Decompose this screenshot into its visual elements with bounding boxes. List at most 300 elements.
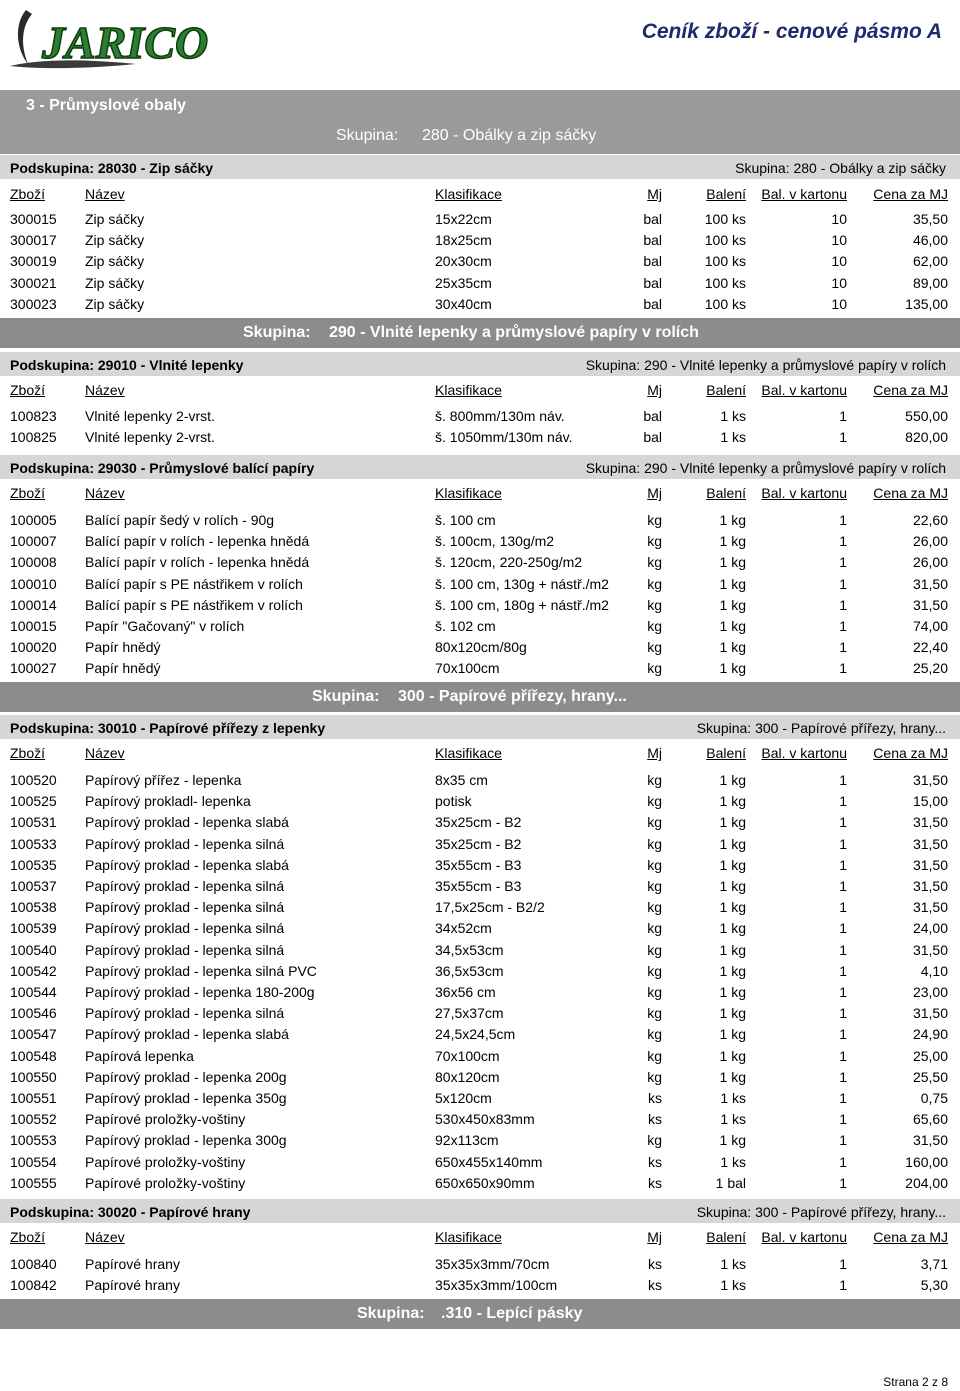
cell-zbozi: 100005	[10, 512, 57, 528]
table-row	[0, 637, 960, 658]
cell-klasifikace: 650x455x140mm	[435, 1153, 543, 1170]
cell-baleni: 1 ks	[720, 408, 746, 424]
table-row	[0, 595, 960, 616]
cell-zbozi: 100825	[10, 429, 57, 446]
cell-klasifikace: 70x100cm	[435, 660, 500, 677]
skupina-bar	[0, 318, 960, 348]
col-bal-kartonu: Bal. v kartonu	[761, 186, 847, 202]
cell-baleni: 1 kg	[719, 962, 746, 979]
cell-nazev: Papírový proklad - lepenka silná	[85, 1005, 285, 1022]
subgroup-bar	[0, 352, 960, 376]
col-klasifikace: Klasifikace	[435, 1229, 502, 1245]
cell-bal-kartonu: 1	[839, 1026, 847, 1043]
cell-baleni: 1 kg	[719, 1005, 746, 1022]
table-row	[0, 1046, 960, 1067]
cell-bal-kartonu: 10	[831, 232, 847, 249]
cell-cena: 89,00	[912, 274, 948, 291]
table-row	[0, 770, 960, 791]
subgroup-skupina: Skupina: 290 - Vlnité lepenky a průmyslové papíry v rolích	[585, 460, 946, 476]
cell-cena: 4,10	[920, 962, 948, 979]
cell-bal-kartonu: 1	[839, 984, 847, 1000]
cell-klasifikace: 34x52cm	[435, 920, 492, 937]
cell-mj: ks	[648, 1153, 662, 1170]
subgroup-skupina: Skupina: 280 - Obálky a zip sáčky	[735, 160, 946, 176]
cell-nazev: Papírové proložky-voštiny	[85, 1174, 246, 1191]
cell-nazev: Papírový prokladl- lepenka	[85, 793, 251, 810]
table-row	[0, 1109, 960, 1130]
cell-mj: kg	[647, 575, 662, 592]
col-klasifikace: Klasifikace	[435, 745, 502, 761]
cell-klasifikace: 34,5x53cm	[435, 941, 504, 958]
cell-baleni: 1 ks	[720, 1256, 746, 1272]
table-row	[0, 855, 960, 876]
subgroup-bar	[0, 155, 960, 179]
cell-zbozi: 100542	[10, 962, 57, 979]
cell-zbozi: 100520	[10, 772, 57, 788]
cell-mj: kg	[647, 1132, 662, 1149]
cell-cena: 25,50	[912, 1068, 948, 1085]
cell-bal-kartonu: 1	[839, 1111, 847, 1128]
cell-baleni: 100 ks	[704, 295, 746, 312]
col-baleni: Balení	[706, 485, 746, 501]
cell-mj: bal	[643, 253, 662, 270]
cell-klasifikace: š. 800mm/130m náv.	[435, 408, 565, 424]
col-cena: Cena za MJ	[873, 382, 948, 398]
cell-bal-kartonu: 10	[831, 295, 847, 312]
cell-baleni: 1 kg	[719, 554, 746, 571]
cell-zbozi: 100531	[10, 814, 57, 831]
col-zbozi: Zboží	[10, 1229, 46, 1245]
cell-baleni: 100 ks	[704, 232, 746, 249]
cell-nazev: Papírový proklad - lepenka 200g	[85, 1068, 287, 1085]
cell-klasifikace: 30x40cm	[435, 295, 492, 312]
cell-bal-kartonu: 1	[839, 878, 847, 894]
table-row	[0, 1088, 960, 1109]
cell-cena: 35,50	[912, 211, 948, 227]
cell-bal-kartonu: 1	[839, 793, 847, 810]
cell-cena: 24,90	[912, 1026, 948, 1043]
col-baleni: Balení	[706, 186, 746, 202]
col-mj: Mj	[647, 1229, 662, 1245]
cell-zbozi: 100027	[10, 660, 57, 677]
cell-klasifikace: 35x35x3mm/70cm	[435, 1256, 550, 1272]
cell-klasifikace: 27,5x37cm	[435, 1005, 504, 1022]
table-row	[0, 876, 960, 897]
cell-baleni: 1 kg	[719, 1068, 746, 1085]
cell-klasifikace: 92x113cm	[435, 1132, 499, 1149]
cell-mj: kg	[647, 554, 662, 571]
cell-nazev: Balící papír šedý v rolích - 90g	[85, 512, 275, 528]
cell-nazev: Papírový přířez - lepenka	[85, 772, 242, 788]
cell-bal-kartonu: 1	[839, 1132, 847, 1149]
cell-klasifikace: š. 100cm, 130g/m2	[435, 533, 555, 550]
col-nazev: Název	[85, 745, 125, 761]
cell-nazev: Papírové hrany	[85, 1256, 180, 1272]
col-mj: Mj	[647, 382, 662, 398]
cell-nazev: Papírový proklad - lepenka slabá	[85, 856, 289, 873]
cell-klasifikace: 5x120cm	[435, 1090, 492, 1106]
cell-baleni: 1 ks	[720, 1111, 746, 1128]
cell-nazev: Papírové proložky-voštiny	[85, 1153, 246, 1170]
cell-zbozi: 300017	[10, 232, 57, 249]
cell-bal-kartonu: 1	[839, 512, 847, 528]
cell-klasifikace: 35x35x3mm/100cm	[435, 1277, 558, 1294]
cell-zbozi: 100840	[10, 1256, 57, 1272]
cell-cena: 3,71	[920, 1256, 948, 1272]
skupina-title: 300 - Papírové přířezy, hrany...	[398, 688, 627, 705]
cell-bal-kartonu: 1	[839, 814, 847, 831]
table-row	[0, 982, 960, 1003]
cell-baleni: 1 kg	[719, 575, 746, 592]
cell-nazev: Zip sáčky	[85, 274, 145, 291]
subgroup-bar	[0, 715, 960, 739]
skupina-label: Skupina:	[243, 324, 311, 341]
cell-klasifikace: 80x120cm/80g	[435, 639, 527, 656]
cell-klasifikace: 650x650x90mm	[435, 1174, 535, 1191]
cell-bal-kartonu: 1	[839, 1047, 847, 1064]
cell-bal-kartonu: 1	[839, 618, 847, 634]
cell-baleni: 1 ks	[720, 1277, 746, 1294]
cell-nazev: Papírový proklad - lepenka silná	[85, 835, 285, 852]
column-header-row	[0, 380, 960, 401]
table-row	[0, 574, 960, 595]
cell-mj: kg	[647, 793, 662, 810]
col-bal-kartonu: Bal. v kartonu	[761, 745, 847, 761]
cell-cena: 24,00	[912, 920, 948, 937]
cell-zbozi: 100555	[10, 1174, 57, 1191]
cell-cena: 31,50	[912, 772, 948, 788]
cell-bal-kartonu: 1	[839, 856, 847, 873]
cell-bal-kartonu: 1	[839, 1068, 847, 1085]
col-nazev: Název	[85, 186, 125, 202]
table-row	[0, 961, 960, 982]
cell-mj: kg	[647, 596, 662, 613]
cell-zbozi: 100842	[10, 1277, 57, 1294]
subgroup-title: Podskupina: 29010 - Vlnité lepenky	[10, 357, 244, 373]
table-row	[0, 531, 960, 552]
cell-baleni: 1 kg	[719, 596, 746, 613]
cell-bal-kartonu: 10	[831, 274, 847, 291]
svg-text:JARICO: JARICO	[42, 17, 209, 68]
cell-bal-kartonu: 1	[839, 962, 847, 979]
cell-nazev: Papír hnědý	[85, 660, 161, 677]
cell-klasifikace: 35x55cm - B3	[435, 878, 522, 894]
cell-zbozi: 100008	[10, 554, 57, 571]
cell-baleni: 1 ks	[720, 429, 746, 446]
col-zbozi: Zboží	[10, 382, 46, 398]
cell-cena: 31,50	[912, 878, 948, 894]
cell-klasifikace: 35x25cm - B2	[435, 835, 522, 852]
page-number: Strana 2 z 8	[883, 1375, 948, 1389]
cell-nazev: Balící papír s PE nástřikem v rolích	[85, 596, 303, 613]
cell-zbozi: 300019	[10, 253, 57, 270]
col-klasifikace: Klasifikace	[435, 382, 502, 398]
cell-bal-kartonu: 10	[831, 211, 847, 227]
cell-baleni: 100 ks	[704, 274, 746, 291]
cell-zbozi: 100547	[10, 1026, 57, 1043]
cell-cena: 46,00	[912, 232, 948, 249]
cell-mj: kg	[647, 835, 662, 852]
cell-baleni: 100 ks	[704, 253, 746, 270]
cell-mj: kg	[647, 899, 662, 916]
cell-nazev: Balící papír v rolích - lepenka hnědá	[85, 554, 310, 571]
cell-cena: 31,50	[912, 1005, 948, 1022]
table-row	[0, 209, 960, 230]
cell-cena: 550,00	[905, 408, 948, 424]
cell-cena: 31,50	[912, 835, 948, 852]
cell-bal-kartonu: 1	[839, 1277, 847, 1294]
cell-klasifikace: 20x30cm	[435, 253, 492, 270]
cell-baleni: 1 kg	[719, 1047, 746, 1064]
col-bal-kartonu: Bal. v kartonu	[761, 1229, 847, 1245]
cell-klasifikace: 36x56 cm	[435, 984, 496, 1000]
col-klasifikace: Klasifikace	[435, 186, 502, 202]
cell-baleni: 100 ks	[704, 211, 746, 227]
cell-nazev: Balící papír s PE nástřikem v rolích	[85, 575, 303, 592]
subgroup-title: Podskupina: 30010 - Papírové přířezy z lepenky	[10, 720, 326, 736]
cell-nazev: Zip sáčky	[85, 211, 145, 227]
cell-nazev: Zip sáčky	[85, 232, 145, 249]
cell-mj: kg	[647, 1068, 662, 1085]
col-zbozi: Zboží	[10, 745, 46, 761]
cell-bal-kartonu: 1	[839, 660, 847, 677]
subgroup-title: Podskupina: 30020 - Papírové hrany	[10, 1204, 251, 1220]
cell-nazev: Papírový proklad - lepenka silná	[85, 941, 285, 958]
table-row	[0, 230, 960, 251]
cell-mj: kg	[647, 814, 662, 831]
cell-mj: ks	[648, 1174, 662, 1191]
cell-baleni: 1 kg	[719, 899, 746, 916]
col-baleni: Balení	[706, 745, 746, 761]
cell-nazev: Balící papír v rolích - lepenka hnědá	[85, 533, 310, 550]
table-row	[0, 1173, 960, 1194]
cell-zbozi: 100550	[10, 1068, 57, 1085]
cell-baleni: 1 kg	[719, 772, 746, 788]
category-bar	[0, 90, 960, 154]
cell-baleni: 1 kg	[719, 660, 746, 677]
cell-mj: ks	[648, 1111, 662, 1128]
cell-cena: 26,00	[912, 533, 948, 550]
cell-zbozi: 100553	[10, 1132, 57, 1149]
cell-cena: 22,60	[912, 512, 948, 528]
cell-zbozi: 300021	[10, 274, 57, 291]
cell-nazev: Zip sáčky	[85, 295, 145, 312]
cell-nazev: Papírový proklad - lepenka silná	[85, 920, 285, 937]
subgroup-skupina: Skupina: 300 - Papírové přířezy, hrany...	[696, 1204, 946, 1220]
cell-klasifikace: š. 100 cm, 130g + nástř./m2	[435, 575, 609, 592]
table-row	[0, 273, 960, 294]
cell-baleni: 1 kg	[719, 920, 746, 937]
cell-zbozi: 100525	[10, 793, 57, 810]
subgroup-bar	[0, 1199, 960, 1223]
skupina-title: 280 - Obálky a zip sáčky	[422, 127, 597, 144]
cell-mj: kg	[647, 984, 662, 1000]
cell-mj: ks	[648, 1256, 662, 1272]
cell-zbozi: 100533	[10, 835, 57, 852]
table-row	[0, 1130, 960, 1151]
cell-cena: 62,00	[912, 253, 948, 270]
cell-klasifikace: š. 102 cm	[435, 618, 496, 634]
cell-bal-kartonu: 1	[839, 941, 847, 958]
cell-baleni: 1 kg	[719, 856, 746, 873]
cell-nazev: Papírový proklad - lepenka 350g	[85, 1090, 287, 1106]
cell-bal-kartonu: 1	[839, 596, 847, 613]
cell-bal-kartonu: 1	[839, 408, 847, 424]
cell-cena: 31,50	[912, 596, 948, 613]
cell-zbozi: 100020	[10, 639, 57, 656]
table-row	[0, 251, 960, 272]
col-bal-kartonu: Bal. v kartonu	[761, 382, 847, 398]
cell-zbozi: 100544	[10, 984, 57, 1000]
cell-zbozi: 100546	[10, 1005, 57, 1022]
cell-bal-kartonu: 1	[839, 1005, 847, 1022]
cell-cena: 135,00	[905, 295, 948, 312]
cell-mj: kg	[647, 618, 662, 634]
table-row	[0, 897, 960, 918]
table-row	[0, 940, 960, 961]
cell-bal-kartonu: 1	[839, 835, 847, 852]
table-row	[0, 1275, 960, 1296]
cell-cena: 160,00	[905, 1153, 948, 1170]
cell-cena: 31,50	[912, 856, 948, 873]
cell-baleni: 1 ks	[720, 1153, 746, 1170]
cell-bal-kartonu: 1	[839, 899, 847, 916]
cell-zbozi: 100540	[10, 941, 57, 958]
column-header-row	[0, 483, 960, 504]
subgroup-skupina: Skupina: 300 - Papírové přířezy, hrany...	[696, 720, 946, 736]
cell-cena: 23,00	[912, 984, 948, 1000]
table-row	[0, 552, 960, 573]
cell-baleni: 1 ks	[720, 1090, 746, 1106]
cell-cena: 31,50	[912, 1132, 948, 1149]
cell-baleni: 1 kg	[719, 512, 746, 528]
table-row	[0, 427, 960, 448]
col-baleni: Balení	[706, 1229, 746, 1245]
cell-cena: 820,00	[905, 429, 948, 446]
column-header-row	[0, 1227, 960, 1248]
cell-zbozi: 300015	[10, 211, 57, 227]
cell-baleni: 1 kg	[719, 793, 746, 810]
cell-cena: 15,00	[912, 793, 948, 810]
cell-bal-kartonu: 1	[839, 1174, 847, 1191]
skupina-bar	[0, 682, 960, 712]
cell-mj: kg	[647, 512, 662, 528]
cell-zbozi: 100007	[10, 533, 57, 550]
cell-zbozi: 100548	[10, 1047, 57, 1064]
col-bal-kartonu: Bal. v kartonu	[761, 485, 847, 501]
cell-klasifikace: 35x55cm - B3	[435, 856, 522, 873]
cell-klasifikace: š. 120cm, 220-250g/m2	[435, 554, 583, 571]
subgroup-title: Podskupina: 28030 - Zip sáčky	[10, 160, 214, 176]
document-title: Ceník zboží - cenové pásmo A	[641, 20, 942, 43]
cell-mj: bal	[643, 408, 662, 424]
cell-nazev: Vlnité lepenky 2-vrst.	[85, 429, 215, 446]
col-baleni: Balení	[706, 382, 746, 398]
cell-cena: 31,50	[912, 941, 948, 958]
cell-mj: kg	[647, 639, 662, 656]
cell-zbozi: 100552	[10, 1111, 57, 1128]
col-nazev: Název	[85, 382, 125, 398]
cell-mj: kg	[647, 772, 662, 788]
cell-klasifikace: š. 1050mm/130m náv.	[435, 429, 573, 446]
cell-zbozi: 100535	[10, 856, 57, 873]
cell-nazev: Papír "Gačovaný" v rolích	[85, 618, 245, 634]
col-mj: Mj	[647, 745, 662, 761]
subgroup-skupina: Skupina: 290 - Vlnité lepenky a průmyslové papíry v rolích	[585, 357, 946, 373]
cell-baleni: 1 kg	[719, 835, 746, 852]
cell-nazev: Papír hnědý	[85, 639, 161, 656]
cell-mj: kg	[647, 962, 662, 979]
cell-zbozi: 100823	[10, 408, 57, 424]
col-cena: Cena za MJ	[873, 1229, 948, 1245]
column-header-row	[0, 743, 960, 764]
cell-klasifikace: 35x25cm - B2	[435, 814, 522, 831]
cell-cena: 65,60	[912, 1111, 948, 1128]
cell-bal-kartonu: 1	[839, 575, 847, 592]
cell-mj: kg	[647, 1047, 662, 1064]
table-row	[0, 658, 960, 679]
col-mj: Mj	[647, 186, 662, 202]
cell-bal-kartonu: 1	[839, 772, 847, 788]
skupina-label: Skupina:	[312, 688, 380, 705]
cell-nazev: Papírové hrany	[85, 1277, 180, 1294]
table-row	[0, 1024, 960, 1045]
skupina-bar	[0, 1299, 960, 1329]
cell-mj: kg	[647, 878, 662, 894]
col-zbozi: Zboží	[10, 485, 46, 501]
cell-nazev: Papírové proložky-voštiny	[85, 1111, 246, 1128]
col-cena: Cena za MJ	[873, 485, 948, 501]
cell-cena: 74,00	[912, 618, 948, 634]
cell-nazev: Vlnité lepenky 2-vrst.	[85, 408, 215, 424]
cell-bal-kartonu: 1	[839, 1256, 847, 1272]
table-row	[0, 918, 960, 939]
col-mj: Mj	[647, 485, 662, 501]
cell-nazev: Papírový proklad - lepenka slabá	[85, 1026, 289, 1043]
cell-nazev: Zip sáčky	[85, 253, 145, 270]
cell-mj: kg	[647, 856, 662, 873]
cell-bal-kartonu: 10	[831, 253, 847, 270]
cell-baleni: 1 kg	[719, 618, 746, 634]
col-cena: Cena za MJ	[873, 186, 948, 202]
cell-nazev: Papírový proklad - lepenka 180-200g	[85, 984, 315, 1000]
cell-cena: 31,50	[912, 575, 948, 592]
cell-baleni: 1 kg	[719, 878, 746, 894]
cell-cena: 22,40	[912, 639, 948, 656]
cell-baleni: 1 kg	[719, 984, 746, 1000]
cell-klasifikace: 15x22cm	[435, 211, 492, 227]
cell-klasifikace: 80x120cm	[435, 1068, 500, 1085]
col-cena: Cena za MJ	[873, 745, 948, 761]
table-row	[0, 1254, 960, 1275]
cell-klasifikace: 36,5x53cm	[435, 962, 504, 979]
table-row	[0, 1152, 960, 1173]
table-row	[0, 834, 960, 855]
skupina-label: Skupina:	[336, 127, 399, 144]
cell-baleni: 1 bal	[715, 1174, 746, 1191]
cell-klasifikace: 24,5x24,5cm	[435, 1026, 516, 1043]
cell-cena: 5,30	[920, 1277, 948, 1294]
cell-mj: kg	[647, 660, 662, 677]
subgroup-bar	[0, 455, 960, 479]
cell-zbozi: 100554	[10, 1153, 57, 1170]
cell-cena: 31,50	[912, 899, 948, 916]
cell-bal-kartonu: 1	[839, 1153, 847, 1170]
cell-mj: kg	[647, 920, 662, 937]
skupina-label: Skupina:	[357, 1305, 425, 1322]
cell-klasifikace: 18x25cm	[435, 232, 492, 249]
cell-nazev: Papírový proklad - lepenka slabá	[85, 814, 289, 831]
